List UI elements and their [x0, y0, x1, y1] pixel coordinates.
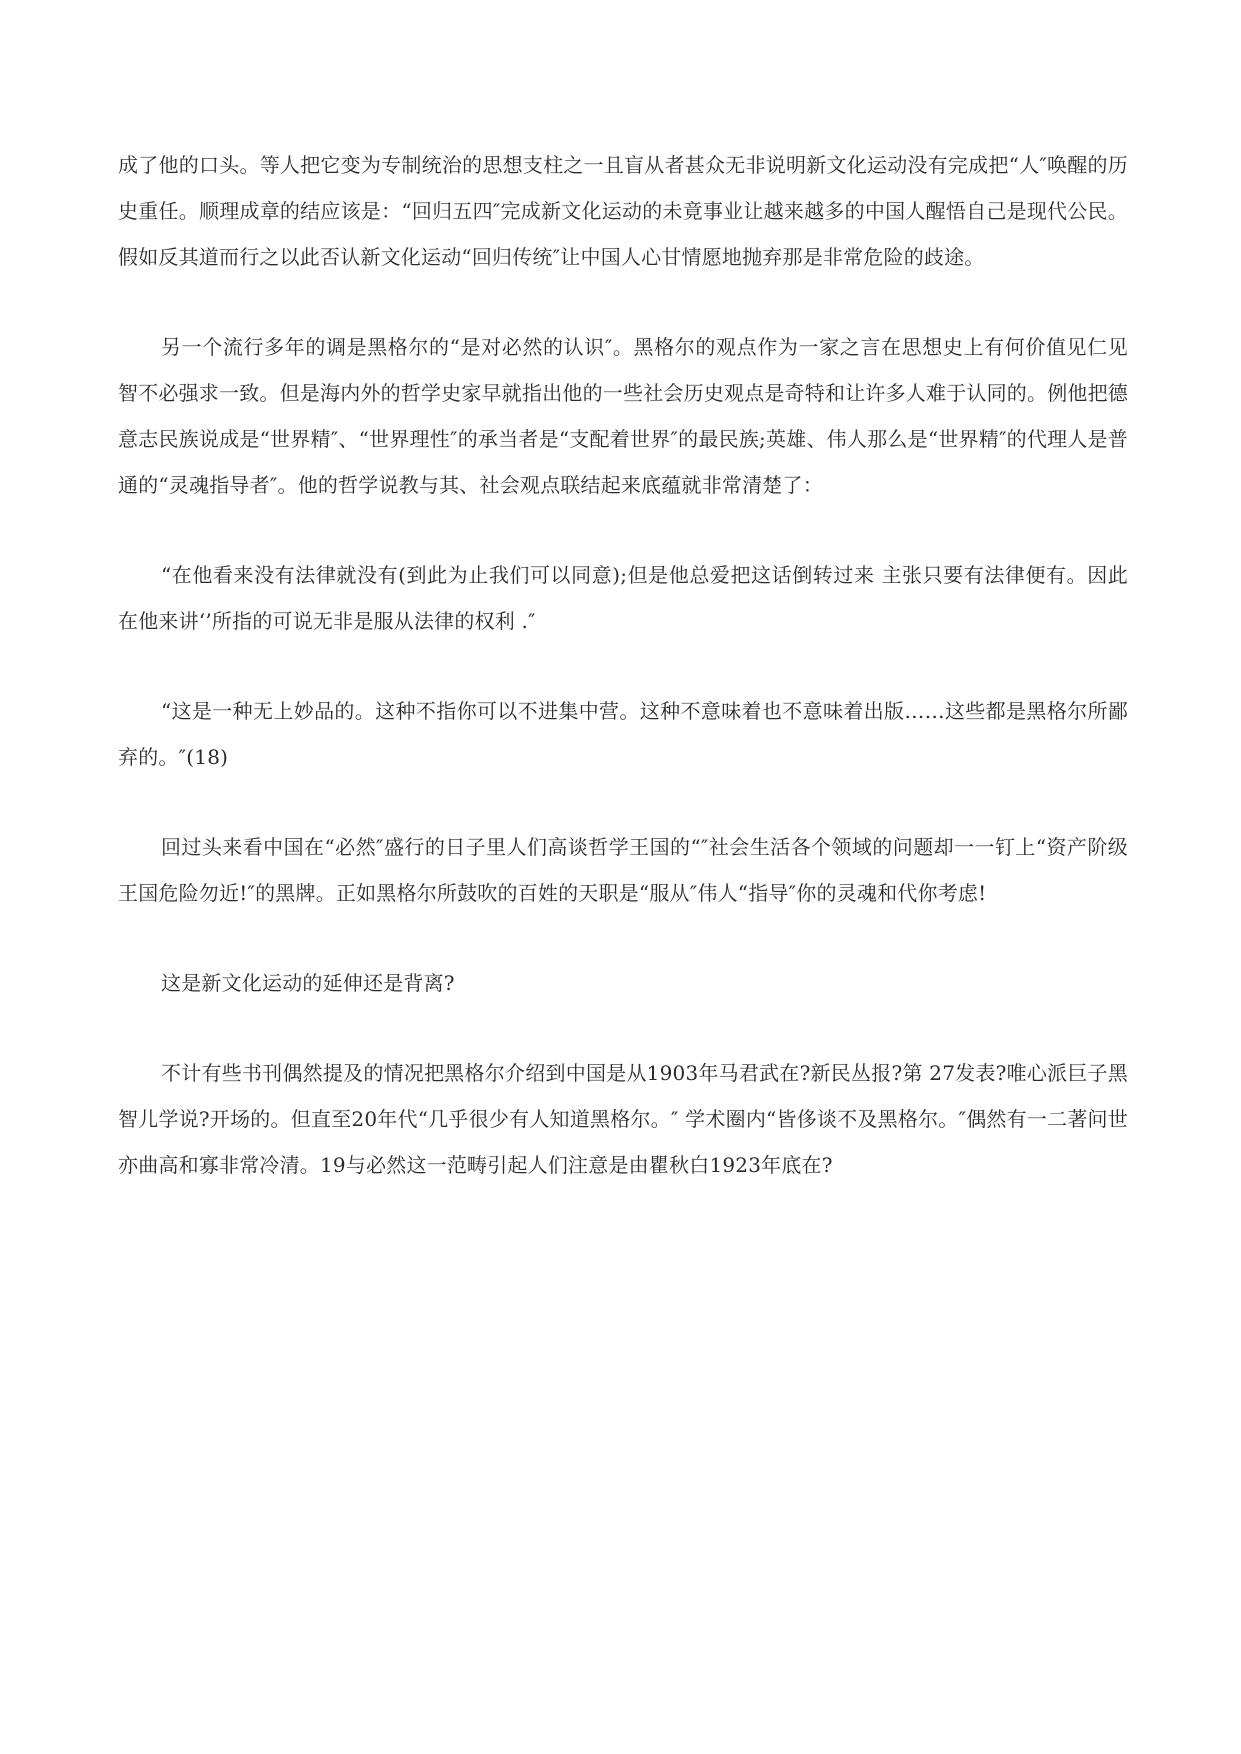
paragraph-1: 成了他的口头。等人把它变为专制统治的思想支柱之一且盲从者甚众无非说明新文化运动没有完成把“人″唤醒的历史重任。顺理成章的结应该是：“回归五四″完成新文化运动的未竟事业让越来越多的中国人醒悟自己是现代公民。假如反其道而行之以此否认新文化运动“回归传统″让中国人心甘情愿地抛弃那是非常危险的歧途。: [118, 153, 1128, 269]
paragraph-quote-1: “在他看来没有法律就没有(到此为止我们可以同意);但是他总爱把这话倒转过来 主张只要有法律便有。因此在他来讲‘’所指的可说无非是服从法律的权利 .″: [118, 563, 1128, 633]
paragraph-4: 不计有些书刊偶然提及的情况把黑格尔介绍到中国是从1903年马君武在?新民丛报?第 27发表?唯心派巨子黑智儿学说?开场的。但直至20年代“几乎很少有人知道黑格尔。″ 学术圈内“皆侈谈不及黑格尔。″偶然有一二著问世亦曲高和寡非常冷清。19与必然这一范畴引起人们注意是由瞿秋白1923年底在?: [118, 1061, 1128, 1177]
paragraph-2: 另一个流行多年的调是黑格尔的“是对必然的认识″。黑格尔的观点作为一家之言在思想史上有何价值见仁见智不必强求一致。但是海内外的哲学史家早就指出他的一些社会历史观点是奇特和让许多人难于认同的。例他把德意志民族说成是“世界精″、“世界理性″的承当者是“支配着世界″的最民族;英雄、伟人那么是“世界精″的代理人是普通的“灵魂指导者″。他的哲学说教与其、社会观点联结起来底蕴就非常清楚了：: [118, 335, 1128, 497]
paragraph-question: 这是新文化运动的延伸还是背离?: [161, 971, 455, 995]
paragraph-quote-2: “这是一种无上妙品的。这种不指你可以不进集中营。这种不意味着也不意味着出版……这些都是黑格尔所鄙弃的。″(18): [118, 699, 1128, 769]
paragraph-3: 回过头来看中国在“必然″盛行的日子里人们高谈哲学王国的“″社会生活各个领域的问题却一一钉上“资产阶级王国危险勿近!″的黑牌。正如黑格尔所鼓吹的百姓的天职是“服从″伟人“指导″你的灵魂和代你考虑!: [118, 835, 1128, 905]
document-body: [118, 142, 1128, 1188]
